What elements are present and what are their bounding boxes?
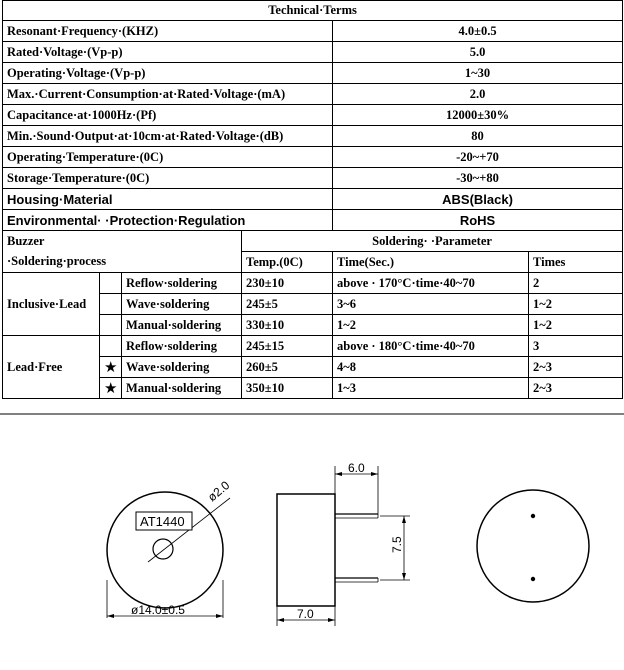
front-view xyxy=(107,478,233,618)
solder-times: 3 xyxy=(529,336,623,357)
spec-value: -30~+80 xyxy=(333,168,623,189)
solder-time: above · 170°C·time·40~70 xyxy=(333,273,529,294)
spec-value: -20~+70 xyxy=(333,147,623,168)
solder-times: 2~3 xyxy=(529,378,623,399)
blank-mark xyxy=(100,315,122,336)
spec-label: Rated·Voltage·(Vp-p) xyxy=(3,42,333,63)
spec-value: 4.0±0.5 xyxy=(333,21,623,42)
spec-label: Environmental· ·Protection·Regulation xyxy=(3,210,333,231)
solder-temp: 245±15 xyxy=(242,336,333,357)
cut-off-text-line xyxy=(0,413,624,427)
solder-times: 2~3 xyxy=(529,357,623,378)
pin-dot-upper xyxy=(531,514,535,518)
blank-mark xyxy=(100,273,122,294)
solder-times: 1~2 xyxy=(529,315,623,336)
soldering-row xyxy=(3,273,623,294)
height-dim-text: 7.5 xyxy=(390,536,404,553)
spec-label: Operating·Voltage·(Vp-p) xyxy=(3,63,333,84)
solder-temp: 350±10 xyxy=(242,378,333,399)
solder-time: 3~6 xyxy=(333,294,529,315)
dimension-drawing xyxy=(0,430,624,665)
spec-row xyxy=(3,168,623,189)
col-temp-header: Temp.(0C) xyxy=(242,252,333,273)
spec-row xyxy=(3,210,623,231)
spec-row xyxy=(3,84,623,105)
hole-dim-text: ø2.0 xyxy=(204,478,233,505)
spec-value: 1~30 xyxy=(333,63,623,84)
col-times-header: Times xyxy=(529,252,623,273)
spec-row xyxy=(3,21,623,42)
spec-label: Resonant·Frequency·(KHZ) xyxy=(3,21,333,42)
solder-time: above · 180°C·time·40~70 xyxy=(333,336,529,357)
solder-times: 2 xyxy=(529,273,623,294)
spec-row xyxy=(3,126,623,147)
side-view xyxy=(277,461,410,626)
col-time-header: Time(Sec.) xyxy=(333,252,529,273)
solder-method: Manual·soldering xyxy=(122,315,242,336)
solder-temp: 260±5 xyxy=(242,357,333,378)
soldering-process-label: ·Soldering·process xyxy=(3,252,242,273)
blank-mark xyxy=(100,336,122,357)
soldering-parameter-header: Soldering· ·Parameter xyxy=(242,231,623,252)
spec-row xyxy=(3,105,623,126)
spec-value: 12000±30% xyxy=(333,105,623,126)
solder-method: Manual·soldering xyxy=(122,378,242,399)
back-view xyxy=(477,490,589,602)
spec-label: Min.·Sound·Output·at·10cm·at·Rated·Voltage·(dB) xyxy=(3,126,333,147)
solder-time: 4~8 xyxy=(333,357,529,378)
solder-temp: 230±10 xyxy=(242,273,333,294)
spec-table xyxy=(2,0,623,399)
side-body-rect xyxy=(277,494,335,606)
spec-label: Housing·Material xyxy=(3,189,333,210)
solder-time: 1~2 xyxy=(333,315,529,336)
spec-label: Max.·Current·Consumption·at·Rated·Voltage·(mA) xyxy=(3,84,333,105)
solder-method: Reflow·soldering xyxy=(122,336,242,357)
solder-method: Wave·soldering xyxy=(122,294,242,315)
solder-group-name: Inclusive·Lead xyxy=(3,273,100,336)
spec-value: ABS(Black) xyxy=(333,189,623,210)
spec-label: Operating·Temperature·(0C) xyxy=(3,147,333,168)
spec-table-container xyxy=(2,0,622,399)
buzzer-label: Buzzer xyxy=(3,231,242,252)
star-icon: ★ xyxy=(100,378,122,399)
spec-value: RoHS xyxy=(333,210,623,231)
spec-value: 80 xyxy=(333,126,623,147)
solder-time: 1~3 xyxy=(333,378,529,399)
part-label-text: AT1440 xyxy=(140,514,185,529)
front-outline-circle xyxy=(107,492,223,608)
spec-value: 5.0 xyxy=(333,42,623,63)
spec-row xyxy=(3,189,623,210)
solder-method: Wave·soldering xyxy=(122,357,242,378)
spec-label: Storage·Temperature·(0C) xyxy=(3,168,333,189)
spec-row xyxy=(3,42,623,63)
pin-spacing-dim-text: 6.0 xyxy=(348,461,365,475)
solder-temp: 245±5 xyxy=(242,294,333,315)
spec-row xyxy=(3,63,623,84)
solder-method: Reflow·soldering xyxy=(122,273,242,294)
back-outline-circle xyxy=(477,490,589,602)
spec-label: Capacitance·at·1000Hz·(Pf) xyxy=(3,105,333,126)
table-title: Technical·Terms xyxy=(3,1,623,21)
pin-dot-lower xyxy=(531,577,535,581)
blank-mark xyxy=(100,294,122,315)
body-height-dim-text: 7.0 xyxy=(297,607,314,621)
diameter-dim-text: ø14.0±0.5 xyxy=(131,603,185,617)
soldering-row xyxy=(3,336,623,357)
solder-times: 1~2 xyxy=(529,294,623,315)
solder-group-name: Lead·Free xyxy=(3,336,100,399)
star-icon: ★ xyxy=(100,357,122,378)
solder-temp: 330±10 xyxy=(242,315,333,336)
spec-value: 2.0 xyxy=(333,84,623,105)
spec-row xyxy=(3,147,623,168)
